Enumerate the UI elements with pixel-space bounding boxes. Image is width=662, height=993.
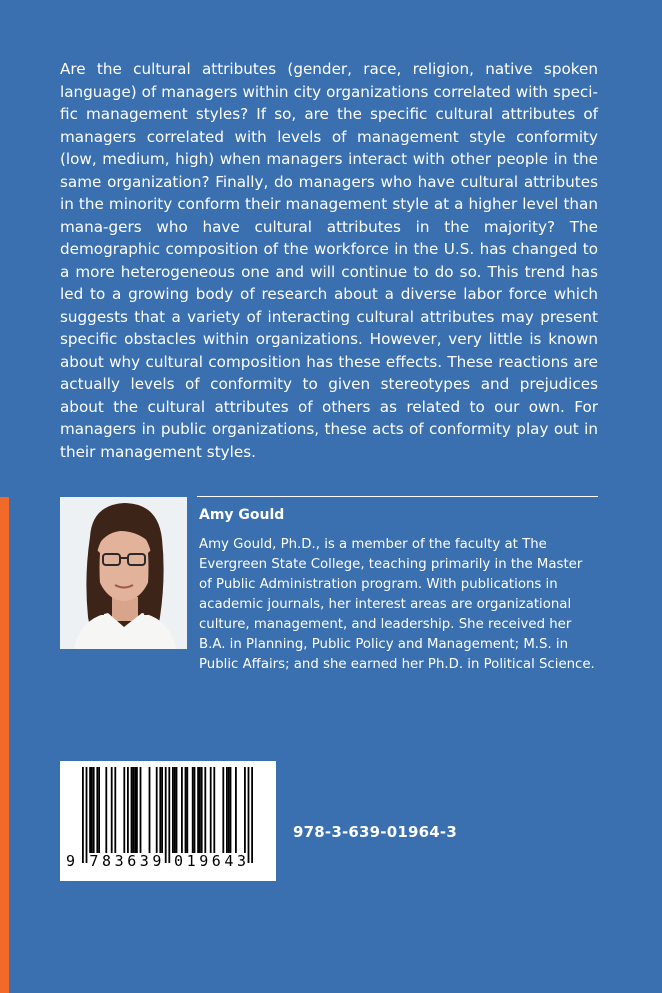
barcode-bar <box>91 767 93 853</box>
author-portrait-image <box>60 497 187 649</box>
barcode-bar <box>222 767 224 853</box>
orange-accent-bar <box>0 497 9 993</box>
barcode-bar <box>136 767 138 853</box>
barcode-bar <box>201 767 203 853</box>
barcode-digit: 9 <box>66 852 76 870</box>
barcode-bar <box>159 767 161 853</box>
barcode-bar <box>210 767 212 853</box>
barcode-bar <box>123 767 125 853</box>
barcode-bar <box>96 767 98 853</box>
barcode-digit: 4 <box>224 852 234 870</box>
barcode-bar <box>86 767 88 863</box>
barcode-bar <box>93 767 95 853</box>
barcode-bar <box>105 767 107 853</box>
barcode-bar <box>174 767 176 853</box>
barcode-bar <box>185 767 187 853</box>
barcode-bar <box>98 767 100 853</box>
barcode-bar <box>89 767 91 853</box>
barcode-bar <box>199 767 201 853</box>
barcode-bar <box>82 767 84 863</box>
barcode-bar <box>134 767 136 853</box>
barcode-digit: 6 <box>211 852 221 870</box>
isbn-barcode <box>60 761 276 881</box>
barcode-bar <box>244 767 246 853</box>
barcode-bar <box>149 767 151 853</box>
barcode-bar <box>161 767 163 853</box>
barcode-bar <box>140 767 142 853</box>
barcode-digit: 9 <box>199 852 209 870</box>
barcode-bar <box>192 767 194 853</box>
barcode-digit: 6 <box>127 852 137 870</box>
barcode-bar <box>131 767 133 853</box>
author-bio: Amy Gould, Ph.D., is a member of the faculty at The Evergreen State College, teaching primarily in the Master of Public Administration program. With publications in academic journals, her interest areas are organizational culture, management, and leadership. She received her B.A. in Planning, Public Policy and Management; M.S. in Public Affairs; and she earned her Ph.D. in Political Science. <box>199 537 595 672</box>
barcode-bar <box>226 767 228 853</box>
barcode-bar <box>197 767 199 853</box>
barcode-bar <box>181 767 183 853</box>
barcode-bar <box>248 767 250 863</box>
barcode-bar <box>168 767 170 863</box>
barcode-bar <box>165 767 167 863</box>
barcode-bar <box>251 767 253 863</box>
barcode-bar <box>111 767 113 853</box>
barcode-bar <box>235 767 237 853</box>
book-description: Are the cultural attributes (gender, race, religion, native spoken language) of managers within city organizations correlated with speci-fic management styles? If so, are the specific cultural attributes of managers correlated with levels of management style conformity (low, medium, high) when managers interact with other people in the same organization? Finally, do managers who have cultural attributes in the minority conform their management style at a higher level than mana-gers who have cultural attributes in the majority? The demographic composition of the workforce in the U.S. has changed to a more heterogeneous one and will continue to do so. This trend has led to a growing body of research about a diverse labor force which suggests that a variety of interacting cultural attributes may present specific obstacles within organizations. However, very little is known about why cultural composition has these effects. These reactions are actually levels of conformity to given stereotypes and prejudices about the cultural attributes of others as related to our own. For managers in public organizations, these acts of conformity play out in their management styles. <box>60 60 598 461</box>
barcode-bar <box>228 767 230 853</box>
isbn-number: 978-3-639-01964-3 <box>293 823 457 841</box>
barcode-digit: 3 <box>139 852 149 870</box>
barcode-digit: 0 <box>174 852 184 870</box>
barcode-bar <box>176 767 178 853</box>
barcode-bar <box>127 767 129 853</box>
barcode-digit: 8 <box>102 852 112 870</box>
barcode-bar <box>194 767 196 853</box>
author-name: Amy Gould <box>199 507 285 523</box>
barcode-digit: 7 <box>89 852 99 870</box>
barcode-bar <box>114 767 116 853</box>
barcode-digit: 3 <box>237 852 247 870</box>
barcode-bar <box>230 767 232 853</box>
author-divider <box>197 496 598 497</box>
barcode-digit: 9 <box>152 852 162 870</box>
barcode-bar <box>213 767 215 853</box>
barcode-bar <box>172 767 174 853</box>
barcode-bar <box>186 767 188 853</box>
barcode-digit: 1 <box>186 852 196 870</box>
barcode-digit: 3 <box>114 852 124 870</box>
barcode-bar <box>204 767 206 853</box>
barcode-bar <box>132 767 134 853</box>
author-photo <box>60 497 187 649</box>
barcode-bar <box>156 767 158 853</box>
